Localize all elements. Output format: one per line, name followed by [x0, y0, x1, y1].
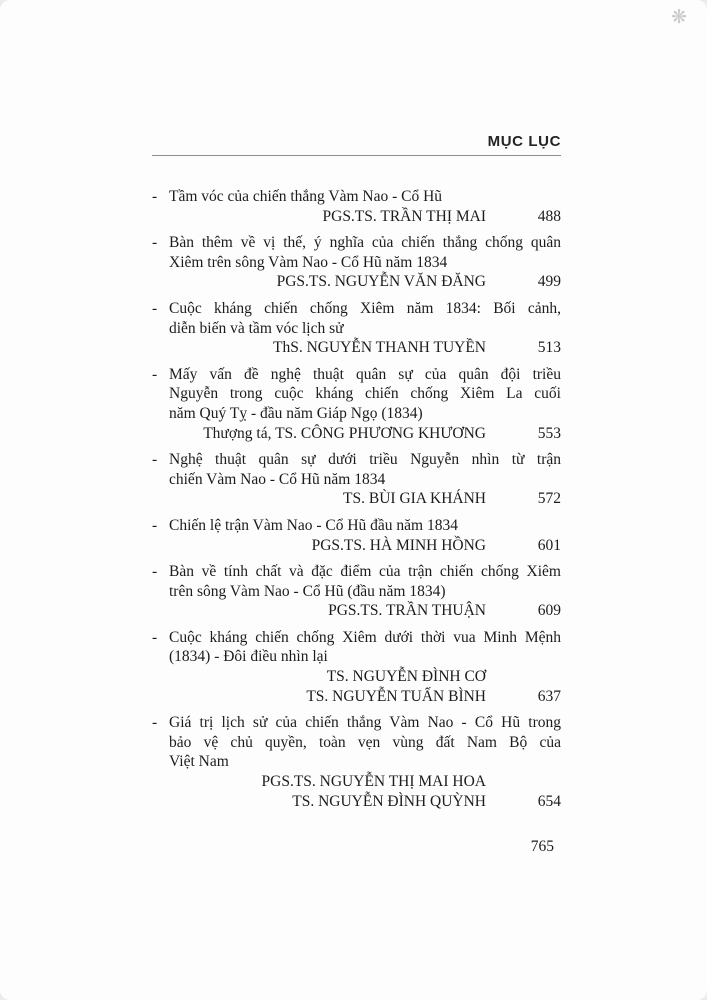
entry-title	[169, 365, 561, 424]
entry-title	[169, 187, 561, 207]
entry-author: ThS. NGUYỄN THANH TUYỀN	[273, 339, 486, 357]
toc-entry	[152, 365, 561, 443]
entry-title	[169, 628, 561, 667]
toc-entry	[152, 516, 561, 555]
entry-title-line: Bàn về tính chất và đặc điểm của trận chiến chống Xiêm	[169, 563, 561, 581]
entry-author: TS. BÙI GIA KHÁNH	[343, 490, 486, 508]
entry-byline	[169, 601, 561, 621]
entry-title-line: Nguyễn trong cuộc kháng chiến chống Xiêm La cuối	[169, 385, 561, 403]
entry-title	[169, 562, 561, 601]
entry-title-line: chiến Vàm Nao - Cổ Hũ năm 1834	[169, 470, 386, 488]
entry-authors	[169, 424, 486, 444]
entry-marker: -	[152, 451, 158, 469]
entry-marker: -	[152, 299, 158, 317]
entry-author: TS. NGUYỄN ĐÌNH CƠ	[326, 668, 486, 686]
entry-marker: -	[152, 188, 158, 205]
entry-page-number: 609	[537, 602, 561, 620]
toc-entry	[152, 562, 561, 621]
entry-page-number: 488	[537, 207, 561, 225]
entry-title-line: Nghệ thuật quân sự dưới triều Nguyễn nhìn từ trận	[169, 451, 561, 469]
entry-title-line: Chiến lệ trận Vàm Nao - Cổ Hũ đầu năm 1834	[169, 516, 458, 534]
entry-authors	[169, 601, 486, 621]
entry-authors	[169, 536, 486, 556]
page-content	[152, 0, 561, 856]
entry-byline	[169, 424, 561, 444]
entry-title-line: Tầm vóc của chiến thắng Vàm Nao - Cổ Hũ	[169, 188, 443, 205]
entry-author: PGS.TS. NGUYỄN VĂN ĐĂNG	[276, 273, 486, 291]
entry-title-line: năm Quý Tỵ - đầu năm Giáp Ngọ (1834)	[169, 404, 423, 422]
entry-marker: -	[152, 234, 158, 252]
entry-byline	[169, 489, 561, 509]
entry-author: TS. NGUYỄN ĐÌNH QUỲNH	[292, 792, 486, 810]
entry-title-line: Giá trị lịch sử của chiến thắng Vàm Nao - Cổ Hũ trong	[169, 714, 561, 732]
entry-title-line: Cuộc kháng chiến chống Xiêm năm 1834: Bối cảnh,	[169, 299, 561, 317]
entry-title-line: bảo vệ chủ quyền, toàn vẹn vùng đất Nam Bộ của	[169, 733, 561, 751]
entry-title	[169, 713, 561, 772]
entry-page-number: 601	[537, 536, 561, 554]
entry-authors	[169, 272, 486, 292]
entry-title	[169, 516, 561, 536]
entry-author: Thượng tá, TS. CÔNG PHƯƠNG KHƯƠNG	[203, 424, 486, 442]
entry-page-number: 572	[537, 490, 561, 508]
entry-authors	[169, 207, 486, 227]
entry-title-line: Mấy vấn đề nghệ thuật quân sự của quân đội triều	[169, 365, 561, 383]
toc-entry	[152, 187, 561, 226]
toc-list	[152, 187, 561, 811]
entry-byline	[169, 536, 561, 556]
entry-title-line: trên sông Vàm Nao - Cổ Hũ (đầu năm 1834)	[169, 582, 446, 600]
entry-authors	[169, 772, 486, 811]
toc-entry	[152, 233, 561, 292]
entry-byline	[169, 772, 561, 811]
footer-page-number: 765	[530, 838, 554, 856]
entry-title	[169, 299, 561, 338]
entry-byline	[169, 272, 561, 292]
entry-author: PGS.TS. TRẦN THUẬN	[328, 602, 486, 620]
entry-author: PGS.TS. HÀ MINH HỒNG	[311, 536, 486, 554]
entry-page-number: 654	[537, 792, 561, 810]
entry-byline	[169, 207, 561, 227]
entry-title	[169, 233, 561, 272]
toc-entry	[152, 713, 561, 811]
entry-authors	[169, 338, 486, 358]
entry-title-line: (1834) - Đôi điều nhìn lại	[169, 648, 328, 666]
flower-ornament-icon: ❋	[671, 6, 687, 28]
entry-byline	[169, 338, 561, 358]
entry-page-number: 499	[537, 273, 561, 291]
entry-title-line: Cuộc kháng chiến chống Xiêm dưới thời vua Minh Mệnh	[169, 628, 561, 646]
entry-title-line: Việt Nam	[169, 753, 229, 771]
entry-author: TS. NGUYỄN TUẤN BÌNH	[306, 687, 486, 705]
entry-page-number: 553	[537, 424, 561, 442]
entry-title-line: diễn biến và tầm vóc lịch sử	[169, 319, 344, 337]
entry-page-number: 513	[537, 339, 561, 357]
entry-marker: -	[152, 563, 158, 581]
entry-byline	[169, 667, 561, 706]
entry-marker: -	[152, 365, 158, 383]
toc-entry	[152, 450, 561, 509]
page-title: MỤC LỤC	[487, 133, 561, 150]
entry-authors	[169, 489, 486, 509]
entry-marker: -	[152, 516, 158, 534]
entry-author: PGS.TS. TRẦN THỊ MAI	[322, 207, 486, 225]
entry-title-line: Bàn thêm về vị thế, ý nghĩa của chiến thắng chống quân	[169, 234, 561, 252]
entry-marker: -	[152, 714, 158, 732]
entry-authors	[169, 667, 486, 706]
entry-page-number: 637	[537, 687, 561, 705]
toc-entry	[152, 299, 561, 358]
header-rule	[152, 155, 561, 156]
entry-title	[169, 450, 561, 489]
toc-entry	[152, 628, 561, 706]
entry-author: PGS.TS. NGUYỄN THỊ MAI HOA	[261, 773, 486, 791]
entry-marker: -	[152, 628, 158, 646]
entry-title-line: Xiêm trên sông Vàm Nao - Cổ Hũ năm 1834	[169, 253, 448, 271]
